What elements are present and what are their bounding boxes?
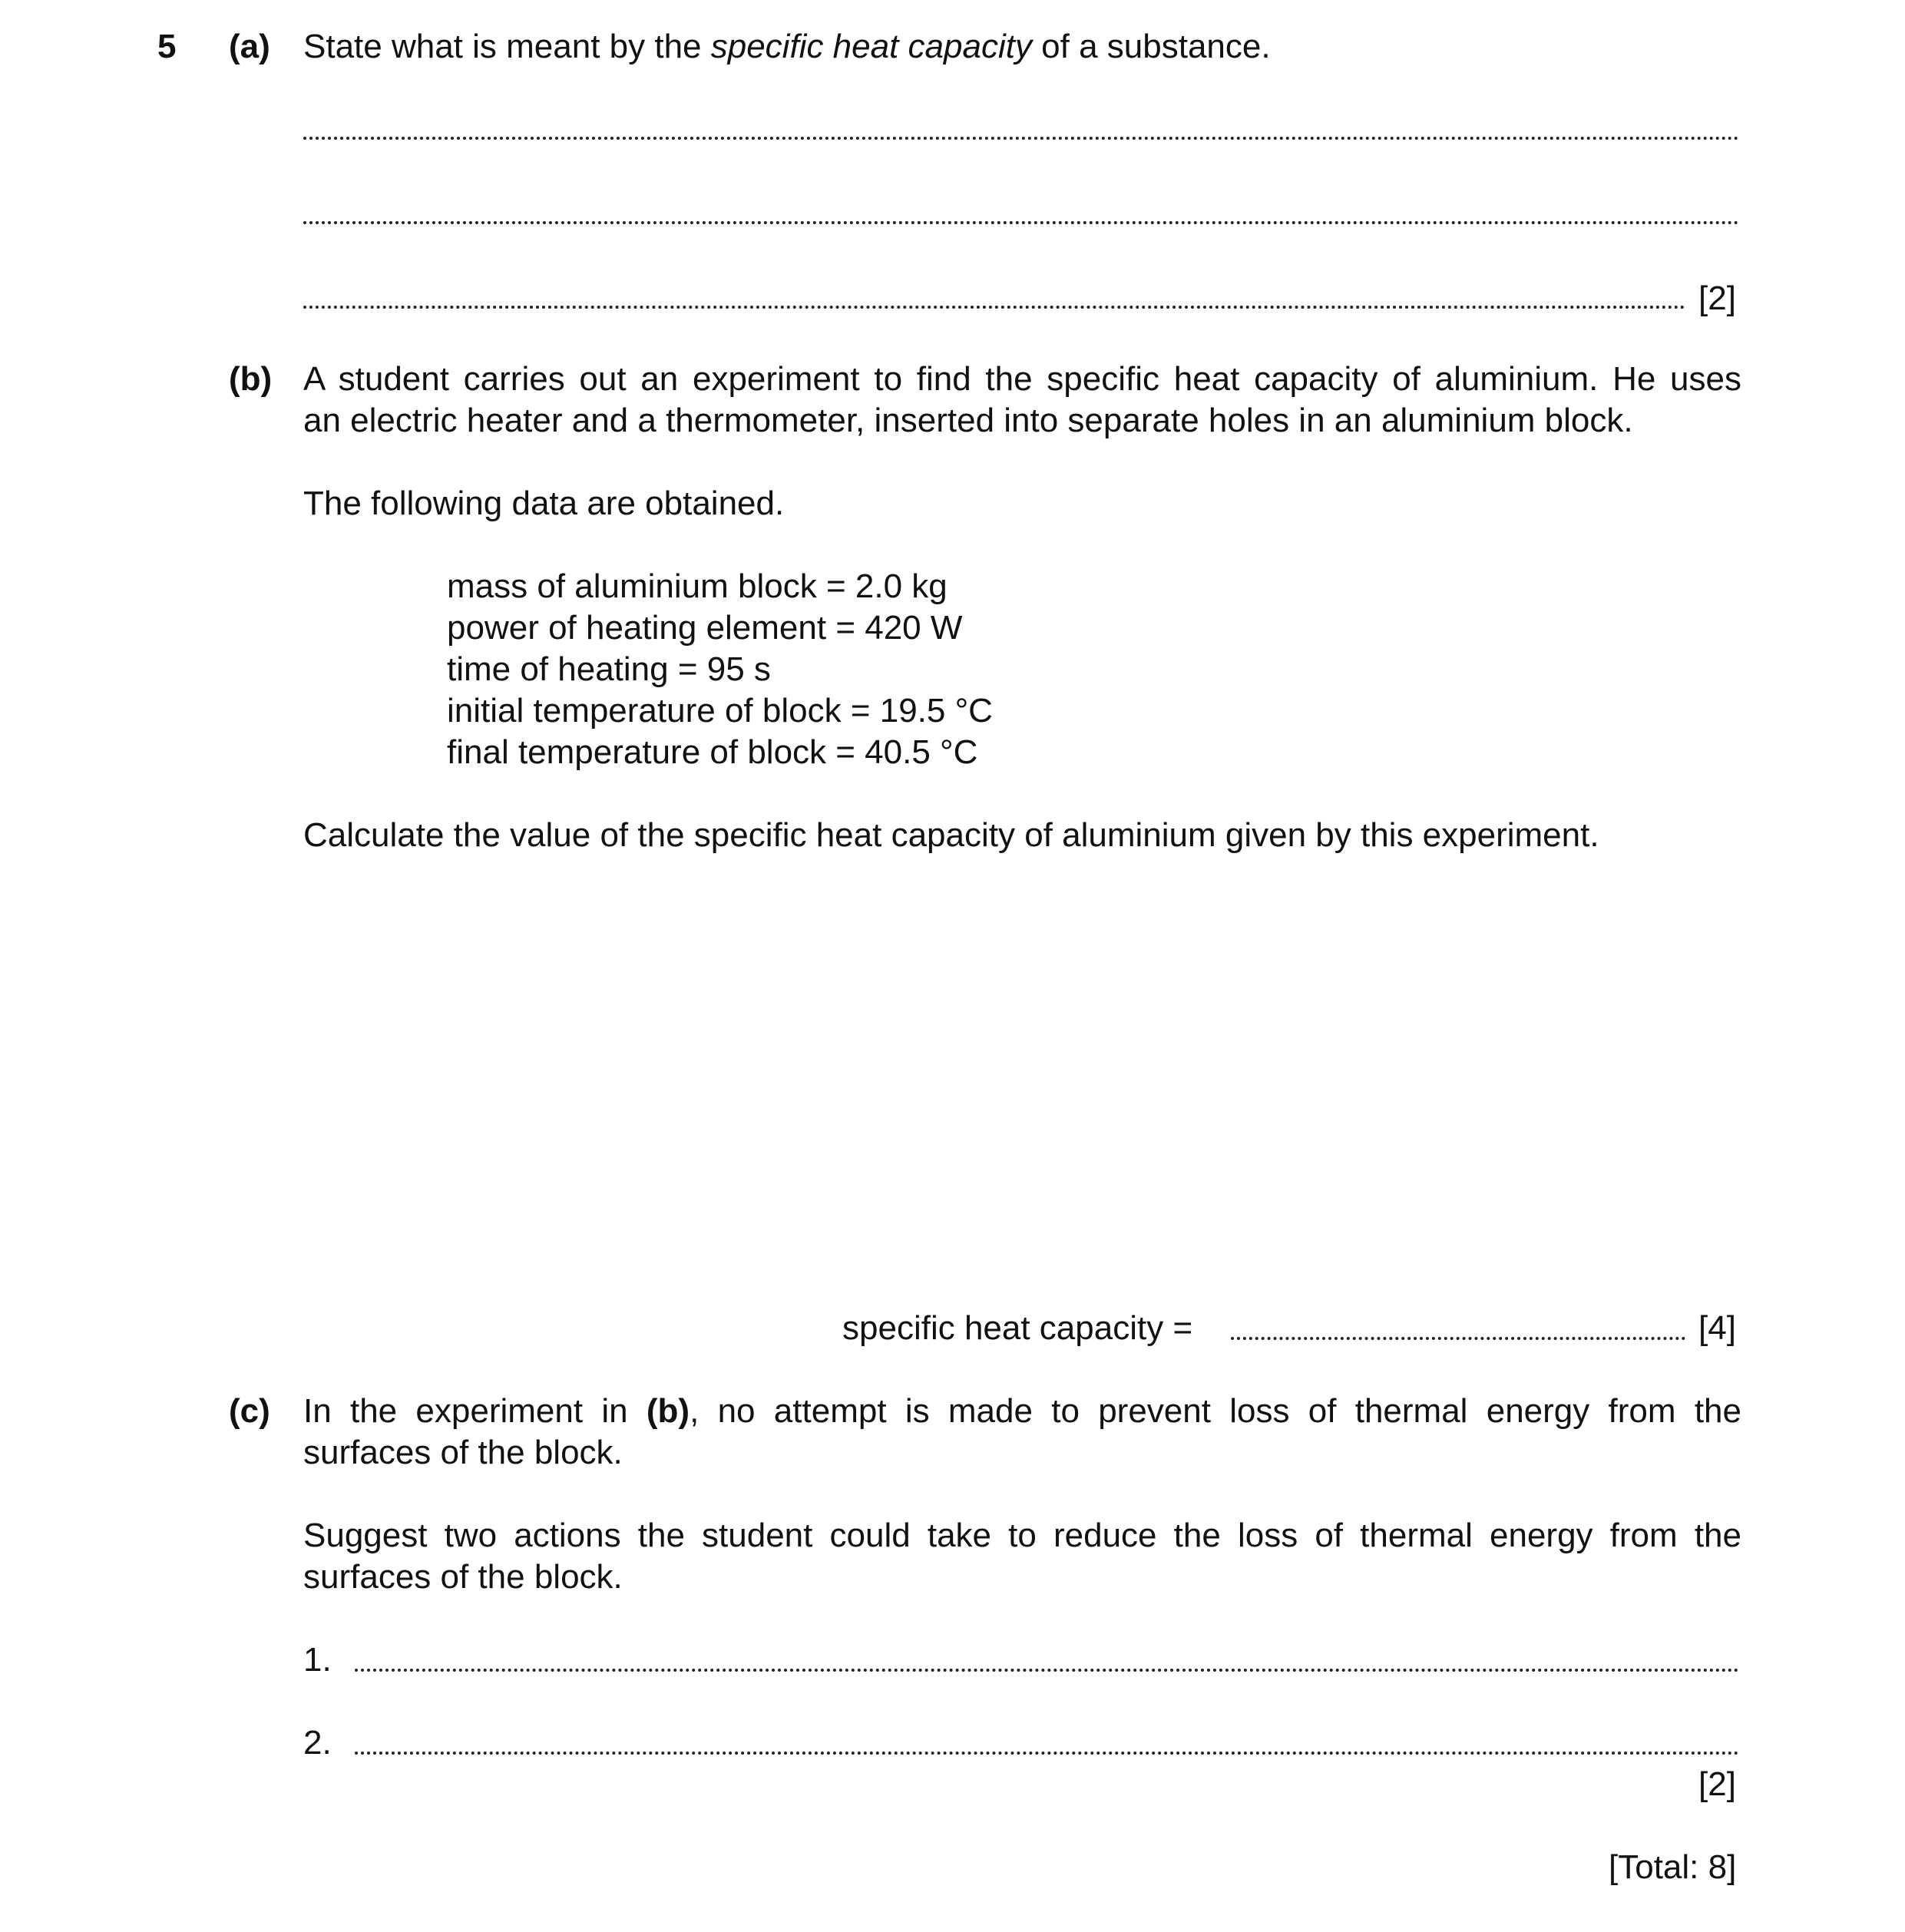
question-number: 5 <box>157 28 177 65</box>
total-marks: [Total: 8] <box>1609 1848 1737 1886</box>
part-a-answer-line-1[interactable] <box>303 137 1739 140</box>
data-time: time of heating = 95 s <box>447 650 771 688</box>
part-c-text-before: In the experiment in <box>303 1392 647 1430</box>
part-c-item-1-label: 1. <box>303 1641 332 1679</box>
part-a-question <box>303 26 1271 68</box>
part-b-marks: [4] <box>1698 1309 1736 1347</box>
part-a-text-after: of a substance. <box>1031 28 1271 65</box>
part-b-answer-label: specific heat capacity = <box>842 1309 1193 1347</box>
data-initial-temperature: initial temperature of block = 19.5 °C <box>447 692 993 729</box>
part-b-data-intro: The following data are obtained. <box>303 485 785 522</box>
part-a-marks: [2] <box>1698 280 1736 317</box>
part-c-text-bold: (b) <box>646 1392 690 1430</box>
part-a-text-italic: specific heat capacity <box>710 28 1032 65</box>
part-c-marks: [2] <box>1698 1765 1736 1803</box>
part-b-working-space[interactable] <box>303 868 1739 1275</box>
part-c-item-2-answer-line[interactable] <box>355 1752 1739 1755</box>
part-c-para1-line-2: surfaces of the block. <box>303 1434 623 1471</box>
part-b-intro-line-2: an electric heater and a thermometer, inserted into separate holes in an aluminium block. <box>303 402 1633 439</box>
part-c-text-after: , no attempt is made to prevent loss of thermal energy from the <box>690 1392 1741 1430</box>
part-c-item-2-label: 2. <box>303 1724 332 1762</box>
part-a-text-before: State what is meant by the <box>303 28 711 65</box>
part-a-answer-line-3[interactable] <box>303 306 1685 309</box>
data-power: power of heating element = 420 W <box>447 609 963 647</box>
data-mass: mass of aluminium block = 2.0 kg <box>447 567 948 605</box>
part-c-para2-line-1: Suggest two actions the student could take to reduce the loss of thermal energy from the <box>303 1517 1741 1554</box>
part-c-para2-line-2: surfaces of the block. <box>303 1558 623 1596</box>
part-b-label: (b) <box>229 360 273 398</box>
data-final-temperature: final temperature of block = 40.5 °C <box>447 733 978 771</box>
part-a-answer-line-2[interactable] <box>303 221 1739 224</box>
part-b-intro-line-1: A student carries out an experiment to find the specific heat capacity of aluminium. He uses <box>303 360 1741 398</box>
part-a-label: (a) <box>229 28 270 65</box>
part-b-answer-line[interactable] <box>1231 1337 1685 1340</box>
part-c-item-1-answer-line[interactable] <box>355 1669 1739 1672</box>
part-c-para1-line-1 <box>303 1391 1741 1432</box>
part-b-instruction: Calculate the value of the specific heat capacity of aluminium given by this experiment. <box>303 816 1599 854</box>
part-c-label: (c) <box>229 1392 270 1430</box>
